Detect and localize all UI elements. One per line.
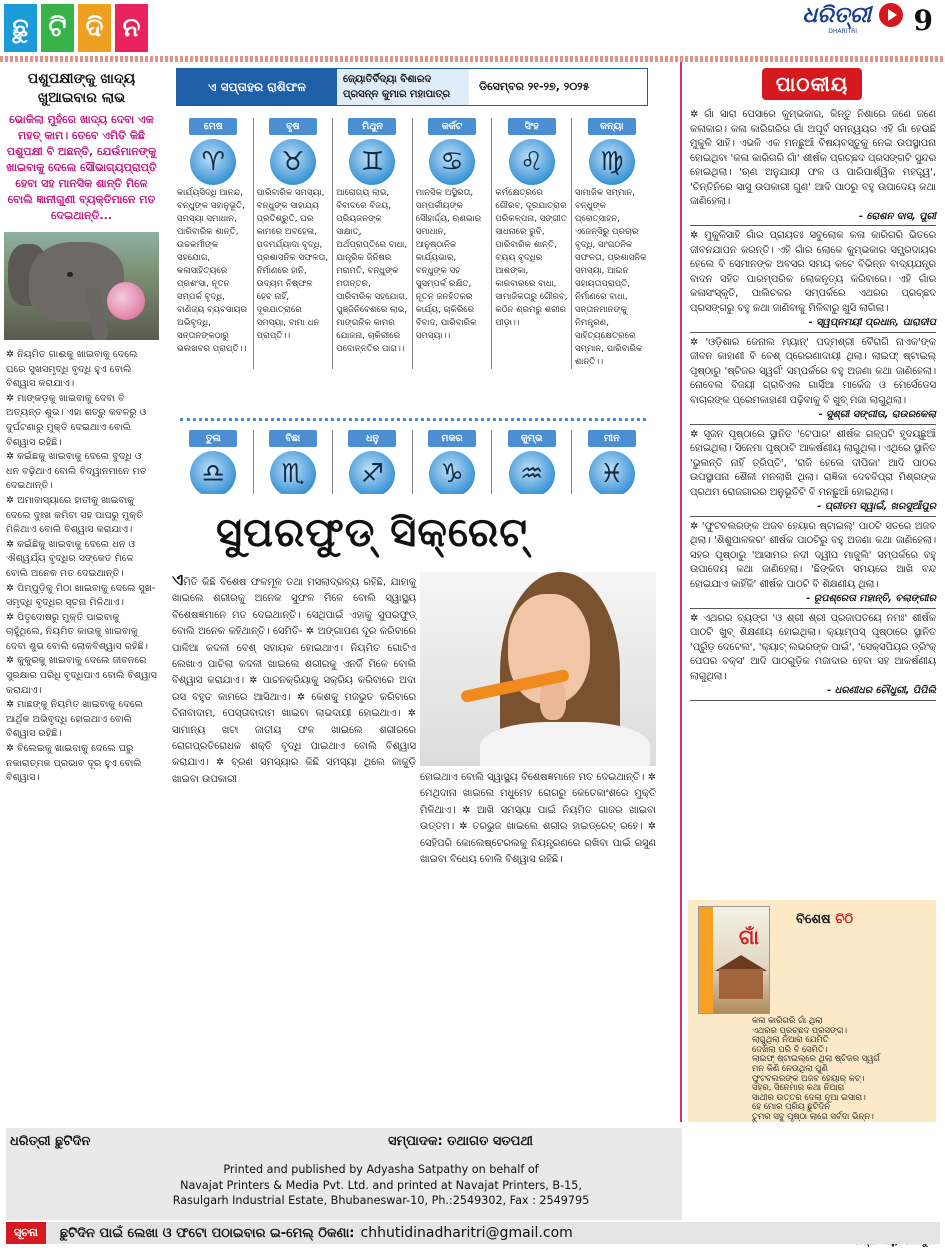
poem-line: ଏଥରର ପ୍ରଚ୍ଛଦ ପ୍ରସଙ୍ଗ। <box>752 1024 848 1035</box>
notice-label: ସୂଚନା <box>6 1222 46 1244</box>
sign-name: ଧନୁ <box>348 430 396 447</box>
letter <box>690 229 936 333</box>
list-item: ✲ କଇଁଛକୁ ଖାଇବାକୁ ଦେଲେ ବୁଦ୍ଧି ଓ ଧନ ବଢ଼ିଥାଏ ବୋଲି ବିଦ୍ୱାନମାନେ ମତ ଦେଇଥାନ୍ତି। <box>6 451 147 492</box>
poem-line: ସହର, ସିନେମାର କଥା ନିଆରା <box>752 1082 845 1093</box>
poem-line: ଲାଗୁଥିଲା ନିଆରା ଯେମିତି <box>752 1034 829 1045</box>
letter-signature: - ଧରଣୀଧର ଚୌଧୁରୀ, ପିପିଲି <box>690 684 936 701</box>
publication-name: ଧରିତ୍ରୀ ଛୁଟିଦିନ <box>10 1134 91 1149</box>
libra-icon: ♎ <box>190 451 236 494</box>
masthead-letter-3: ଦି <box>78 4 111 52</box>
masthead-letter-2: ଟି <box>41 4 74 52</box>
sign-pisces <box>572 430 652 494</box>
list-item: ✲ ବିଲେଇକୁ ଖାଇବାକୁ ଦେଲେ ଘରୁ ନକାରାତ୍ମକ ପ୍ରଭାବ ଦୂର ହୁଏ ବୋଲି ବିଶ୍ୱାସ। <box>6 743 142 784</box>
letter-body: ✲ 'ଓଡ଼ିଶାର ଜେନାଲ ମ୍ୟାନ୍' ପଦ୍ମଶ୍ରୀ ବୈରାଗି ନାଏକ'ଙ୍କ ଜୀବନ କାହାଣୀ ବି ବେଶ୍ ପ୍ରେରଣାଦାୟୀ ଥିଲା। ଲାଇଫ୍ ଷ୍ଟାଇଲ୍ ପୃଷ୍ଠାରୁ 'ଷ୍ଟିଜର ସ୍ୱର୍ଗ' ସମ୍ପର୍କରେ ବହୁ ଅଜଣା କଥା ଜାଣିହେଲା। ନୋବେଲ ବିଜୟୀ ଗ୍ରାବିଏଲ ଗାର୍ସିଆ ମାର୍କେଜ ଓ ମେର୍ସେଡେସ ବାଚାରଙ୍କ ପ୍ରେମକାହାଣୀ ପଢ଼ିବାକୁ ବି ଖୁବ୍ ମଜା ଲାଗୁଥିଲା। <box>690 336 936 406</box>
special-title <box>796 912 853 927</box>
sign-cancer <box>413 118 493 369</box>
sign-aquarius <box>492 430 572 494</box>
photo-shirt <box>480 722 650 766</box>
letter-body: ✲ ମୁକୁଳିସାହି ଗାଁର ପ୍ରାୟତଃ ସବୁଲୋକ କଳା କାରିଗରି ଭିତରେ ଜୀବନଯାପନ କରନ୍ତି। ଏହି ଗାଁର ଲୋକେ କୁମ୍ଭକାର ସମ୍ପ୍ରଦାୟର ହେଲେ ବି ସେମାନଙ୍କ ଅବସର ସମୟ କଟେ ବିଭିନ୍ନ ବାଦ୍ୟଯନ୍ତ୍ର ବାଦନ ସହିତ ପାରମ୍ପରିକ ଲୋକନୃତ୍ୟ କରିବାରେ। ଏହି ଗାଁର କଳାସଂସ୍କୃତି, ପାଲିଚକର ସମ୍ପର୍କରେ ଏଥରର ପ୍ରଚ୍ଛଦ ପ୍ରସଙ୍ଗରୁ ବହୁ କଥା ଜାଣିବାକୁ ମିଳିବାରୁ ଖୁସି ଲାଗିଲା। <box>690 230 936 314</box>
sign-name: ବୃଷ <box>269 118 317 135</box>
hut <box>719 969 763 999</box>
letter-body: ✲ 'ଫୁଟବଲରଙ୍କ ଅଜବ ହେୟାର ଷ୍ଟାଇଲ୍' ପାଠଟି ସତରେ ଅଜବ ଥିଲା। 'ଶିଶୁପାଳକର' ଶୀର୍ଷକ ପାଠଟିରୁ ବହୁ ଅଜଣା କଥା ଜାଣିହେଲା। ସହର ପୃଷ୍ଠାରୁ 'ଆସାମର ନଦୀ ଦ୍ୱୀପ ମାଜୁଲି' ସମ୍ପର୍କରେ ବହୁ ଉପାଦେୟ କଥା ଜାଣିହେଲା। 'ଛିଙ୍କିବା ସମୟରେ ଆଖି ବନ୍ଦ ହୋଇଯାଏ କାହିଁକି' ଶୀର୍ଷକ ପାଠଟି ବି ଶିକ୍ଷଣୀୟ ଥିଲା। <box>690 520 936 590</box>
list-item: ✲ କଇଁଛିକୁ ଖାଇବାକୁ ଦେଲେ ଧନ ଓ ଐଶ୍ୱର୍ଯ୍ୟ ବୃଦ୍ଧିର ସଙ୍କେତ ମିଳେ ବୋଲି ଅନେକ ମତ ଦେଇଥାନ୍ତି। <box>6 538 135 579</box>
sign-taurus <box>254 118 334 369</box>
masthead-logo <box>4 4 148 52</box>
author-role: ଜ୍ୟୋତିର୍ବିଦ୍ୟା ବିଶାରଦ <box>343 74 432 85</box>
page-footer <box>0 1126 945 1256</box>
sign-name: ମେଷ <box>189 118 237 135</box>
poem-line: ଦେଖିଲା ପରି ବି ସେମିତି। <box>752 1043 828 1054</box>
sign-text: ମାନସିକ ଅସ୍ଥିରତା, ସମ୍ପର୍କୀୟଙ୍କ ସୌହାର୍ଦ୍ଦ୍ୟ, ଋଣଭାର ସମାଧାନ, ଆନୁଷ୍ଠାନିକ କାର୍ଯ୍ୟଭାର, ବନ୍ଧୁଙ୍କ ସହ ସୁସମ୍ପର୍କ ରକ୍ଷିତ, ନୂତନ ଜନହିତକର କାର୍ଯ୍ୟ, ଚାକିରିରେ ବିବାଦ, ପାରିବାରିକ ସମସ୍ୟା।। <box>415 188 482 341</box>
page-header <box>0 0 945 56</box>
list-item: ✲ ପିତୃଦୋଷରୁ ମୁକ୍ତି ପାଇବାକୁ ଚାହୁଁଥିଲେ, ନିୟମିତ କାଉକୁ ଖାଇବାକୁ ଦେବା ଶୁଭ ବୋଲି ଲୋକବିଶ୍ୱାସ ରହିଛି। <box>6 611 148 652</box>
article-body-right: ହୋଇଥାଏ ବୋଲି ସ୍ୱାସ୍ଥ୍ୟ ବିଶେଷଜ୍ଞମାନେ ମତ ଦେଇଥାନ୍ତି। ✲ ମେଥିଦାନା ଖାଇଲେ ମଧୁମେହ ରୋଗରୁ କେତେକାଂଶରେ ମୁକ୍ତି ମିଳିଥାଏ। ✲ ଆଖି ସମସ୍ୟା ପାଇଁ ନିୟମିତ ଗାଜର ଖାଇବା ଉତ୍ତମ। ✲ ତରଭୁଜ ଖାଇଲେ ଶରୀର ହାଇଡ୍ରେଟ୍ ରହେ। ✲ ସେହିପରି କୋଲେଷ୍ଟେରଲକୁ ନିୟନ୍ତ୍ରଣରେ ରଖିବା ପାଇଁ ରସୁଣ ଖାଇବା ବିଧେୟ ବୋଲି ବିଶ୍ୱାସ ରହିଛି। <box>420 772 656 866</box>
readers-title: ପାଠକୀୟ <box>762 68 863 100</box>
column-lead: ଭୋକିଲା ମୁହଁରେ ଖାଦ୍ୟ ଦେବା ଏକ ମହତ୍ କାମ। ତେବେ ଏମିତି କିଛି ପଶୁପକ୍ଷୀ ବି ଅଛନ୍ତି, ଯେଉଁମାନଙ୍କୁ ଖାଇବାକୁ ଦେଲେ ସୌଭାଗ୍ୟପ୍ରାପ୍ତି ହେବା ସହ ମାନସିକ ଶାନ୍ତି ମିଳେ ବୋଲି ଜ୍ଞାନୀଗୁଣୀ ବ୍ୟକ୍ତିମାନେ ମତ ଦେଇଥାନ୍ତି... <box>6 113 157 222</box>
magazine-headline: ଗାଁ <box>739 925 759 949</box>
sign-name: ବିଛା <box>269 430 317 447</box>
letter-body: ✲ ଏଥରର ବ୍ୟଙ୍ଗ 'ଓ ଶ୍ରୀ ଶ୍ରୀ ପ୍ରଜାପତୟେ ନମଃ' ଶୀର୍ଷକ ପାଠଟି ଖୁବ୍ ଶିକ୍ଷଣୀୟ ହୋଇଥିଲା। କ୍ୟାମ୍ପସ୍ ପୃଷ୍ଠାରେ ସ୍ଥାନିତ 'ପ୍ରୁଁଡ଼ ଦେଟେଲ', 'କ୍ୟାଟ୍ ଲଭରଙ୍କ ପାଇଁ', 'ସେକ୍ସପିୟର ଡ୍ରିଂକ୍ ପେପର ବକ୍ସ' ଆଦି ପାଠଗୁଡ଼ିକ ମଜାଦାର ହେବା ସହ ଆକର୍ଷଣୀୟ ଲାଗୁଥିଲା। <box>690 612 936 682</box>
letter-signature: - ସ୍ୱପ୍ନମୟୀ ପ୍ରଧାନ, ପାରାଦୀପ <box>690 316 936 333</box>
sign-text: ଆରୋଗ୍ୟ ଲାଭ, ବିବାଦରେ ବିଜୟ, ପ୍ରିୟଜନଙ୍କ ସାକ୍ଷାତ୍, ଅର୍ଥପ୍ରାପ୍ତିରେ ବାଧା, ଯାନ୍ତ୍ରିକ ଜିନିଷର ମରାମତି, ବନ୍ଧୁଙ୍କ ମତାନ୍ତର, ପାରିବାରିକ ସହଯୋଗ, ପୁଞ୍ଜିନିବେଶରେ ଲାଭ, ମାଙ୍ଗଳିକ କାମର ଯୋଜନା, ଚାକିରୀରେ ପଦୋନ୍ନତିର ପାଗ।। <box>336 188 408 354</box>
gemini-icon: ♊ <box>349 139 395 185</box>
poem-line: ମନ କିଣି ନେଉଥିଲା ପୁଣି <box>752 1062 828 1073</box>
letters-list <box>682 108 942 701</box>
sign-text: ସାମାଜିକ ସମ୍ମାନ, ବନ୍ଧୁଙ୍କ ପ୍ରୋତ୍ସାହନ, ଏଜେନ୍ସିରୁ ପ୍ରଚାର ବୃଦ୍ଧି, ସାଂଗଠନିକ ସଫଳତା, ପ୍ରଶାସନିକ ସମସ୍ୟା, ଆଇନ ସହାୟତାପ୍ରାପ୍ତି, ନିର୍ମାଣରେ ବାଧା, ସନ୍ତାନମାନଙ୍କୁ ନିମନ୍ତ୍ରଣ, ସାହିତ୍ୟକ୍ଷେତ୍ରରେ ସମ୍ମାନ, ପାରିବାରିକ ଶାନ୍ତି।। <box>574 188 647 367</box>
sign-name: କର୍କଟ <box>428 118 476 135</box>
dropcap: ଏ <box>172 570 184 589</box>
letter <box>690 428 936 517</box>
sign-name: ତୁଳା <box>189 430 237 447</box>
letter-body: ✲ ଗାଁ ସାରା ପେସାରେ କୁମ୍ଭକାର, କିନ୍ତୁ ନିଶାରେ ଜଣେ ଜଣେ କଳାକାର। କଳା କାରିଗରିର ଗାଁ ଅପୂର୍ବ ସମନ୍ୱୟର ଏହି ଗାଁ ହେଉଛି ମୁକୁଳି ସାହି। ଏଭଳି ଏକ ମନଛୁଆଁ ବିଷୟବସ୍ତୁକୁ ନେଇ ଉପସ୍ଥାପନା ହୋଇଥିବା 'କଳା କାରିଗରି ଗାଁ' ଶୀର୍ଷକ ପ୍ରଚ୍ଛଦ ପ୍ରସଙ୍ଗଟି ସୁନ୍ଦର ହୋଇଥିଲା। 'ଋଣ ଅନୁଯାୟୀ ଫଳ ଓ ପାରିପାର୍ଶ୍ୱିକ ମହତ୍ତ୍ୱ', 'ଚିନ୍ତିନିରେ ସାସୁ ଉପକାରୀ ଗୁଣ' ଆଦି ପାଠରୁ ବହୁ ଉପାଦେୟ କଥା ଜାଣିହେଲା। <box>690 109 936 207</box>
sign-name: ମୀନ <box>588 430 636 447</box>
poem-line: ଫୁଟବଲରଙ୍କ ଅଜବ ହେୟାର୍ କଟ୍। <box>752 1072 865 1083</box>
article-text: ମିତି କିଛି ବିଶେଷ ଫଳମୂଳ ତଥା ମସଲାଦ୍ରବ୍ୟ ରହିଛି, ଯାହାକୁ ଖାଇଲେ ଶରୀରକୁ ଅନେକ ସୁଫଳ ମିଳେ ବୋଲି ସ୍ୱାସ୍ଥ୍ୟ ବିଶେଷଜ୍ଞମାନେ ମତ ଦେଇଥାନ୍ତି। ସେଥିପାଇଁ ଏହାକୁ ସୁପରଫୁଡ୍ ବୋଲି ଅନେକ କହିଥାନ୍ତି। ସେମିତି- ✲ ଅଙ୍ଗାପଣ ଦୂର କରିବାରେ ପାଳିଆ କଦଳୀ ବେଶ୍ ସହାୟକ ହୋଇଥାଏ। ନିୟମିତ ଗୋଟିଏ ଲେଖାଏ ପାଚିଲା କଦଳୀ ଖାଇଲେ ଶରୀରକୁ ଏନର୍ଜି ମିଳେ ବୋଲି ବିଶ୍ୱାସ କରାଯାଏ। ✲ ପାଚନକ୍ରିୟାକୁ ସକ୍ରିୟ କରିବାରେ ଅଦା ରସ ବହୁତ କାମରେ ଆସିଥାଏ। ✲ କେଶକୁ ମଜଭୁତ କରିବାରେ ଚିନାବାଦାମ, ପେସ୍ତାବାଦାମ ଖାଇବା ଲାଭଦାୟୀ ହୋଇଥାଏ। ✲ ସାମାନ୍ୟ ଖଟା ଜାତୀୟ ଫଳ ଖାଇଲେ ଶରୀରରେ ରୋଗପ୍ରତିରୋଧକ ଶକ୍ତି ବୃଦ୍ଧି ପାଇଥାଏ ବୋଲି ବିଶ୍ୱାସ କରାଯାଏ। ✲ ବ୍ରଣ ସମସ୍ୟାର କିଛି ସମସ୍ୟା ଥିଲେ କାକୁଡ଼ି ଖାଇବା ଉପକାରୀ <box>172 577 416 785</box>
imprint-box <box>6 1128 682 1220</box>
list-item: ✲ ପିମ୍ପୁଡ଼ିକୁ ମିଠା ଖାଇବାକୁ ଦେଲେ ସୁଖ-ସମୃଦ୍ଧି ବୃଦ୍ଧିର ସୂଚନା ମିଳିଥାଏ। <box>6 582 156 609</box>
dotted-divider <box>180 418 646 421</box>
cancer-icon: ♋ <box>429 139 475 185</box>
play-icon <box>879 3 903 27</box>
list-item: ✲ କୁକୁରକୁ ଖାଇବାକୁ ଦେଲେ ଜୀବନରେ ସୁରକ୍ଷାର ପରିଧି ବୃଦ୍ଧିପାଏ ବୋଲି ବିଶ୍ୱାସ କରାଯାଏ। <box>6 655 157 696</box>
sagittarius-icon: ♐ <box>349 451 395 494</box>
list-item: ✲ ମାଛଙ୍କୁ ନିୟମିତ ଖାଇବାକୁ ଦେଲେ ଆର୍ଥିକ ଅଭିବୃଦ୍ଧି ହୋଇଥାଏ ବୋଲି ବିଶ୍ୱାସ ରହିଛି। <box>6 699 143 740</box>
letter-signature: - ସୁଶ୍ରୀ ସଙ୍ଗୀତା, ରାଉରକେଲା <box>690 408 936 425</box>
sign-row-2 <box>174 430 652 494</box>
letter <box>690 520 936 609</box>
aries-icon: ♈ <box>190 139 236 185</box>
animal-feeding-column <box>0 62 163 1122</box>
letter-signature: - ରୋଶନ ଦାସ, ପୁରୀ <box>690 210 936 227</box>
photo-hand <box>540 680 566 720</box>
brand-name: ଧରିତ୍ରୀ <box>802 2 871 28</box>
column-title: ପଶୁପକ୍ଷୀଙ୍କୁ ଖାଦ୍ୟ ଖୁଆଇବାର ଲାଭ <box>27 71 136 106</box>
horoscope-author <box>337 69 469 105</box>
article-title: ସୁପରଫୁଡ୍ ସିକ୍ରେଟ୍ <box>216 510 529 556</box>
sign-name: ମିଥୁନ <box>348 118 396 135</box>
list-item: ✲ ମାଙ୍କଡ଼କୁ ଖାଇବାକୁ ଦେବା ବି ଅତ୍ୟନ୍ତ ଶୁଭ। ଏହା ଶତ୍ରୁ କବଳରୁ ଓ ଦୁର୍ଘଟଣାରୁ ମୁକ୍ତି ଦେଇଥାଏ ବୋଲି ବିଶ୍ୱାସ ରହିଛି। <box>6 392 147 448</box>
masthead-letter-1: ଛୁ <box>4 4 37 52</box>
taurus-icon: ♉ <box>270 139 316 185</box>
poem <box>752 1016 880 1122</box>
letter-signature: - ରୂପଶ୍ରେତା ମହାନ୍ତି, ବଲାଙ୍ଗୀର <box>690 592 936 609</box>
horoscope-title: ଏ ସପ୍ତାହର ରାଶିଫଳ <box>177 69 337 105</box>
imprint-text <box>166 1162 596 1209</box>
page-number: 9 <box>913 4 933 37</box>
special-title-part1: ବିଶେଷ <box>796 912 831 927</box>
sign-libra <box>174 430 254 494</box>
sign-text: ପାରିବାରିକ ସମସ୍ୟା, ବନ୍ଧୁଙ୍କ ସାହାଯ୍ୟ ପ୍ରତିଶ୍ରୁତି, ଘର କାମରେ ଅବହେଳା, ପଦମର୍ଯ୍ୟାଦା ବୃଦ୍ଧି, ପ୍ରଶାସନିକ ସଫଳତା, ନିର୍ମାଣରେ ହାନି, ଉଦ୍ୟମ ନିଷ୍ଫଳ ହେବ ନାହିଁ, ଦୂରଯାତ୍ରାରେ ସମସ୍ୟା, ବାମା ଧନ ପ୍ରାପ୍ତି।। <box>256 188 329 341</box>
sign-name: ସିଂହ <box>508 118 556 135</box>
list-item: ✲ ଅମାବାସ୍ୟାରେ ହାତୀକୁ ଖାଇବାକୁ ଦେଲେ ଦୁଃଖ କମିବା ସହ ପାପରୁ ମୁକ୍ତି ମିଳିଥାଏ ବୋଲି ବିଶ୍ୱାସ କରାଯାଏ। <box>6 494 144 536</box>
letter <box>690 108 936 226</box>
sign-scorpio <box>254 430 334 494</box>
bullet-list <box>0 346 163 786</box>
column-header <box>682 62 942 106</box>
leo-icon: ♌ <box>509 139 555 185</box>
horoscope-header <box>176 68 648 106</box>
sign-text: କର୍ମକ୍ଷେତ୍ରରେ ଗୌରବ, ଦୂରଯାତ୍ରାର ପରିକଳ୍ପନା, ସଙ୍ଗୀତ ସାଧନାରେ ରୁଚି, ପାରିବାରିକ ଶାନ୍ତି, ବ୍ୟୟ ବୃଦ୍ଧିର ଆଶଙ୍କା, କାରବାରରେ ବାଧା, ସାମାଜିକତାରୁ ଗୌରବ, କଠିନ ଶ୍ରମରୁ ଶରୀର ପୀଡ଼ା।। <box>495 188 568 328</box>
sign-row-1 <box>174 118 652 369</box>
poem-line: କଳା କାରିଗରି ଗାଁ ଥିଲା <box>752 1015 823 1025</box>
scorpio-icon: ♏ <box>270 451 316 494</box>
capricorn-icon: ♑ <box>429 451 475 494</box>
poem-line: ସାଥୀର ଉତ୍ତର ଦେଲା ନୂଆ ଇସାରା। <box>752 1091 866 1102</box>
notice-bar <box>6 1222 940 1244</box>
poem-line: ତୁମର ସବୁ ପୃଷ୍ଠା ଲାଗେ ସର୍ବଦା ଭିନ୍ନ। <box>752 1110 874 1121</box>
email-link[interactable]: chhutidinadharitri@gmail.com <box>360 1225 573 1241</box>
sign-name: କନ୍ୟା <box>588 118 636 135</box>
imprint-line: Rasulgarh Industrial Estate, Bhubaneswar-10, Ph.:2549302, Fax : 2549795 <box>172 1194 590 1208</box>
article-body-left <box>172 572 416 788</box>
magazine-cover <box>698 906 770 1014</box>
woman-eating-carrot-photo <box>420 572 656 766</box>
sign-text: କାର୍ଯ୍ୟସିଦ୍ଧି ଆନନ୍ଦ, ବନ୍ଧୁଙ୍କ ସହାନୁଭୂତି, ସମସ୍ୟା ସମାଧାନ, ପାରିବାରିକ ଶାନ୍ତି, ଉଚ୍ଚକର୍ମୀଙ୍କ ସହଯୋଗ, କଳାସାହିତ୍ୟରେ ପ୍ରଶଂସା, ନୂତନ ସମ୍ପର୍କ ବୃଦ୍ଧି, ବାଣିଜ୍ୟ ବ୍ୟବସାୟର ଅଭିବୃଦ୍ଧି, ସନ୍ତାନଙ୍କଠାରୁ ଭଲଖବର ପ୍ରାପ୍ତି।। <box>177 188 248 354</box>
letter <box>690 336 936 425</box>
notice-text: ଛୁଟିଦିନ ପାଇଁ ଲେଖା ଓ ଫଟୋ ପଠାଇବାର ଇ-ମେଲ୍ ଠିକଣା: <box>59 1225 355 1241</box>
fruit <box>107 282 145 320</box>
sign-leo <box>492 118 572 369</box>
special-letter-box <box>688 900 936 1122</box>
letter-signature: - ପ୍ରୀତମ ସ୍ୱାଇଁ, ଖରସୁଆଁପୁର <box>690 500 936 517</box>
sign-name: କୁମ୍ଭ <box>508 430 556 447</box>
author-name: ପ୍ରସନ୍ନ କୁମାର ମହାପାତ୍ର <box>343 89 451 100</box>
letter-body: ✲ ସୃଜନ ପୃଷ୍ଠାରେ ସ୍ଥାନିତ 'ଟେପାର' ଶୀର୍ଷକ ଗଳ୍ପଟି ହୃଦୟଛୁଆଁ ହୋଇଥିଲା। ସିନେମା ପୃଷ୍ଠାଟି ଆକର୍ଷଣୀୟ ଲାଗୁଥିଲା। ଏଥିରେ ସ୍ଥାନିତ 'ଭୁଲନ୍ତି ନାହିଁ ତ୍ରିପ୍ତି', 'ରାଜି ହେଲେ ଦୀପିକା' ଆଦି ପାଠର ଉପସ୍ଥାପନା ଶୈଳୀ ମନଲାଖି ଥିଲା। ରାଜ୍ଞିକା ଦେବବିପ୍ରା ମିଶ୍ରଙ୍କ ପ୍ରଥମ ରୋଜଗାରର ଅନୁଭୂତିଟି ବି ମନଛୁଆଁ ହୋଇଥିଲା। <box>690 428 936 498</box>
sign-name: ମକର <box>428 430 476 447</box>
masthead-letter-4: ନ <box>115 4 148 52</box>
virgo-icon: ♍ <box>589 139 635 185</box>
sign-gemini <box>333 118 413 369</box>
special-title-part2: ଚିଠି <box>835 912 854 927</box>
list-item: ✲ ନିୟମିତ ଗାଈକୁ ଖାଇବାକୁ ଦେଲେ ଘରେ ସୁଖସମୃଦ୍ଧି ବୃଦ୍ଧି ହୁଏ ବୋଲି ବିଶ୍ୱାସ କରାଯାଏ। <box>6 349 138 390</box>
brand-logo <box>802 2 903 35</box>
horoscope-date: ଡିସେମ୍ବର ୨୧-୨୭, ୨୦୨୫ <box>469 69 647 105</box>
imprint-line: Navajat Printers & Media Pvt. Ltd. and printed at Navajat Printers, B-15, <box>180 1178 582 1192</box>
pisces-icon: ♓ <box>589 451 635 494</box>
weekly-horoscope <box>166 62 660 494</box>
aquarius-icon: ♒ <box>509 451 555 494</box>
elephant-eye <box>67 272 73 277</box>
poem-line: ଲାଇଫ୍ ଷ୍ଟାଇଲ୍‌ରେ ଥିଲା ଷ୍ଟିଜର ସ୍ୱର୍ଗ <box>752 1053 880 1064</box>
brand-subtitle: DHARITRI <box>828 28 858 35</box>
sign-sagittarius <box>333 430 413 494</box>
elephant-photo <box>4 232 159 340</box>
editor-name: ସମ୍ପାଦକ: ତଥାଗତ ସତପଥୀ <box>388 1134 533 1149</box>
poem-line: ହେ ମୋର ପ୍ରିୟ ଛୁଟିଦିନ <box>752 1101 830 1112</box>
sign-aries <box>174 118 254 369</box>
superfood-article <box>166 498 660 923</box>
sign-virgo <box>572 118 652 369</box>
imprint-line: Printed and published by Adyasha Satpathy on behalf of <box>223 1163 539 1176</box>
magazine-band <box>699 907 713 1013</box>
letter <box>690 612 936 701</box>
sign-capricorn <box>413 430 493 494</box>
